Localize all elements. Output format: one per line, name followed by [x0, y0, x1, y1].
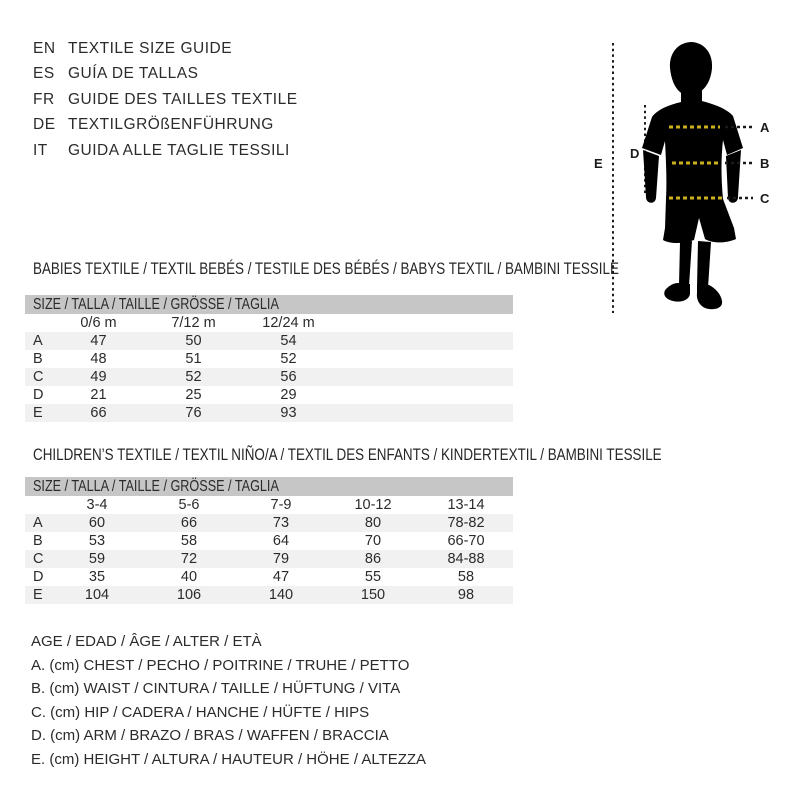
babies-section-title-text: BABIES TEXTILE / TEXTIL BEBÉS / TESTILE DES BÉBÉS / BABYS TEXTIL / BAMBINI TESSILE: [33, 259, 619, 278]
language-code: ES: [33, 65, 55, 83]
value-cell: 40: [180, 569, 198, 585]
table-row: [25, 332, 513, 350]
language-title-list: [33, 36, 298, 163]
value-cell: 84-88: [447, 551, 485, 567]
legend-chest: A. (cm) CHEST / PECHO / POITRINE / TRUHE / PETTO: [31, 656, 410, 674]
value-cell: 78-82: [447, 515, 485, 531]
measurement-legend: [31, 630, 426, 772]
child-silhouette-svg: [585, 28, 800, 328]
value-cell: 52: [185, 369, 202, 385]
language-row-de: [33, 112, 298, 137]
table-row: [25, 350, 513, 368]
value-cell: 49: [90, 369, 107, 385]
language-title: TEXTILGRÖßENFÜHRUNG: [68, 116, 274, 134]
value-cell: 29: [280, 387, 297, 403]
column-header: 12/24 m: [262, 315, 315, 331]
row-label: A: [33, 515, 43, 531]
value-cell: 51: [185, 351, 202, 367]
column-header: 13-14: [447, 497, 485, 513]
value-cell: 140: [268, 587, 294, 603]
children-column-header-row: [25, 496, 513, 514]
value-cell: 59: [88, 551, 106, 567]
language-row-fr: [33, 87, 298, 112]
value-cell: 50: [185, 333, 202, 349]
silhouette-right-arm: [726, 150, 741, 203]
table-row: [25, 568, 513, 586]
value-cell: 48: [90, 351, 107, 367]
value-cell: 52: [280, 351, 297, 367]
column-header: 10-12: [354, 497, 392, 513]
table-row: [25, 586, 513, 604]
legend-waist: B. (cm) WAIST / CINTURA / TAILLE / HÜFTUNG / VITA: [31, 680, 401, 698]
label-A: A: [760, 120, 770, 135]
value-cell: 79: [272, 551, 290, 567]
value-cell: 53: [88, 533, 106, 549]
label-C: C: [760, 191, 770, 206]
row-label: B: [33, 351, 43, 367]
row-label: E: [33, 587, 43, 603]
language-title: GUÍA DE TALLAS: [68, 65, 199, 83]
value-cell: 66: [180, 515, 198, 531]
value-cell: 80: [364, 515, 382, 531]
row-label: B: [33, 533, 43, 549]
table-row: [25, 550, 513, 568]
language-code: FR: [33, 90, 55, 108]
value-cell: 72: [180, 551, 198, 567]
row-label: E: [33, 405, 43, 421]
value-cell: 104: [84, 587, 110, 603]
row-label: A: [33, 333, 43, 349]
language-title: TEXTILE SIZE GUIDE: [68, 40, 233, 57]
silhouette-right-shoe: [697, 285, 722, 309]
legend-age: AGE / EDAD / ÂGE / ALTER / ETÀ: [31, 633, 262, 650]
babies-size-table: [25, 295, 513, 422]
language-title: GUIDE DES TAILLES TEXTILE: [68, 90, 298, 108]
silhouette-left-arm: [643, 150, 659, 203]
child-measurement-figure: [585, 28, 800, 328]
value-cell: 56: [280, 369, 297, 385]
babies-size-header-bar: [25, 295, 513, 314]
language-code: EN: [33, 40, 56, 57]
column-header: 5-6: [178, 497, 200, 513]
language-row-en: [33, 36, 298, 61]
value-cell: 93: [280, 405, 297, 421]
value-cell: 106: [176, 587, 202, 603]
table-row: [25, 532, 513, 550]
value-cell: 47: [90, 333, 107, 349]
value-cell: 47: [272, 569, 290, 585]
value-cell: 98: [457, 587, 475, 603]
children-section-title: [33, 445, 800, 465]
children-section-title-text: CHILDREN’S TEXTILE / TEXTIL NIÑO/A / TEXTIL DES ENFANTS / KINDERTEXTIL / BAMBINI TESSILE: [33, 445, 662, 464]
row-label: D: [33, 387, 44, 403]
row-label: C: [33, 551, 44, 567]
value-cell: 54: [280, 333, 297, 349]
value-cell: 21: [90, 387, 107, 403]
column-header: 7-9: [270, 497, 292, 513]
table-row: [25, 404, 513, 422]
value-cell: 73: [272, 515, 290, 531]
value-cell: 25: [185, 387, 202, 403]
language-row-it: [33, 138, 298, 163]
table-row: [25, 368, 513, 386]
size-header-text: SIZE / TALLA / TAILLE / GRÖSSE / TAGLIA: [33, 478, 279, 495]
language-row-es: [33, 61, 298, 86]
value-cell: 35: [88, 569, 106, 585]
value-cell: 66-70: [447, 533, 485, 549]
value-cell: 66: [90, 405, 107, 421]
language-code: IT: [33, 141, 48, 159]
value-cell: 60: [88, 515, 106, 531]
children-size-header-bar: [25, 477, 513, 496]
legend-hip: C. (cm) HIP / CADERA / HANCHE / HÜFTE / HIPS: [31, 703, 370, 721]
label-E: E: [594, 156, 603, 171]
label-B: B: [760, 156, 770, 171]
table-row: [25, 514, 513, 532]
column-header: 3-4: [86, 497, 108, 513]
language-code: DE: [33, 116, 56, 134]
column-header: 0/6 m: [80, 315, 117, 331]
value-cell: 86: [364, 551, 382, 567]
label-D: D: [630, 146, 640, 161]
babies-column-header-row: [25, 314, 513, 332]
value-cell: 55: [364, 569, 382, 585]
column-header: 7/12 m: [171, 315, 216, 331]
silhouette-left-shoe: [664, 283, 690, 302]
value-cell: 70: [364, 533, 382, 549]
babies-section-title: [33, 259, 775, 279]
value-cell: 64: [272, 533, 290, 549]
value-cell: 76: [185, 405, 202, 421]
value-cell: 58: [457, 569, 475, 585]
value-cell: 150: [360, 587, 386, 603]
children-size-table: [25, 477, 513, 604]
language-title: GUIDA ALLE TAGLIE TESSILI: [68, 141, 290, 159]
row-label: C: [33, 369, 44, 385]
silhouette-shorts: [663, 199, 736, 243]
value-cell: 58: [180, 533, 198, 549]
legend-arm: D. (cm) ARM / BRAZO / BRAS / WAFFEN / BRACCIA: [31, 727, 389, 745]
row-label: D: [33, 569, 44, 585]
table-row: [25, 386, 513, 404]
size-header-text: SIZE / TALLA / TAILLE / GRÖSSE / TAGLIA: [33, 296, 279, 313]
legend-height: E. (cm) HEIGHT / ALTURA / HAUTEUR / HÖHE / ALTEZZA: [31, 750, 427, 768]
